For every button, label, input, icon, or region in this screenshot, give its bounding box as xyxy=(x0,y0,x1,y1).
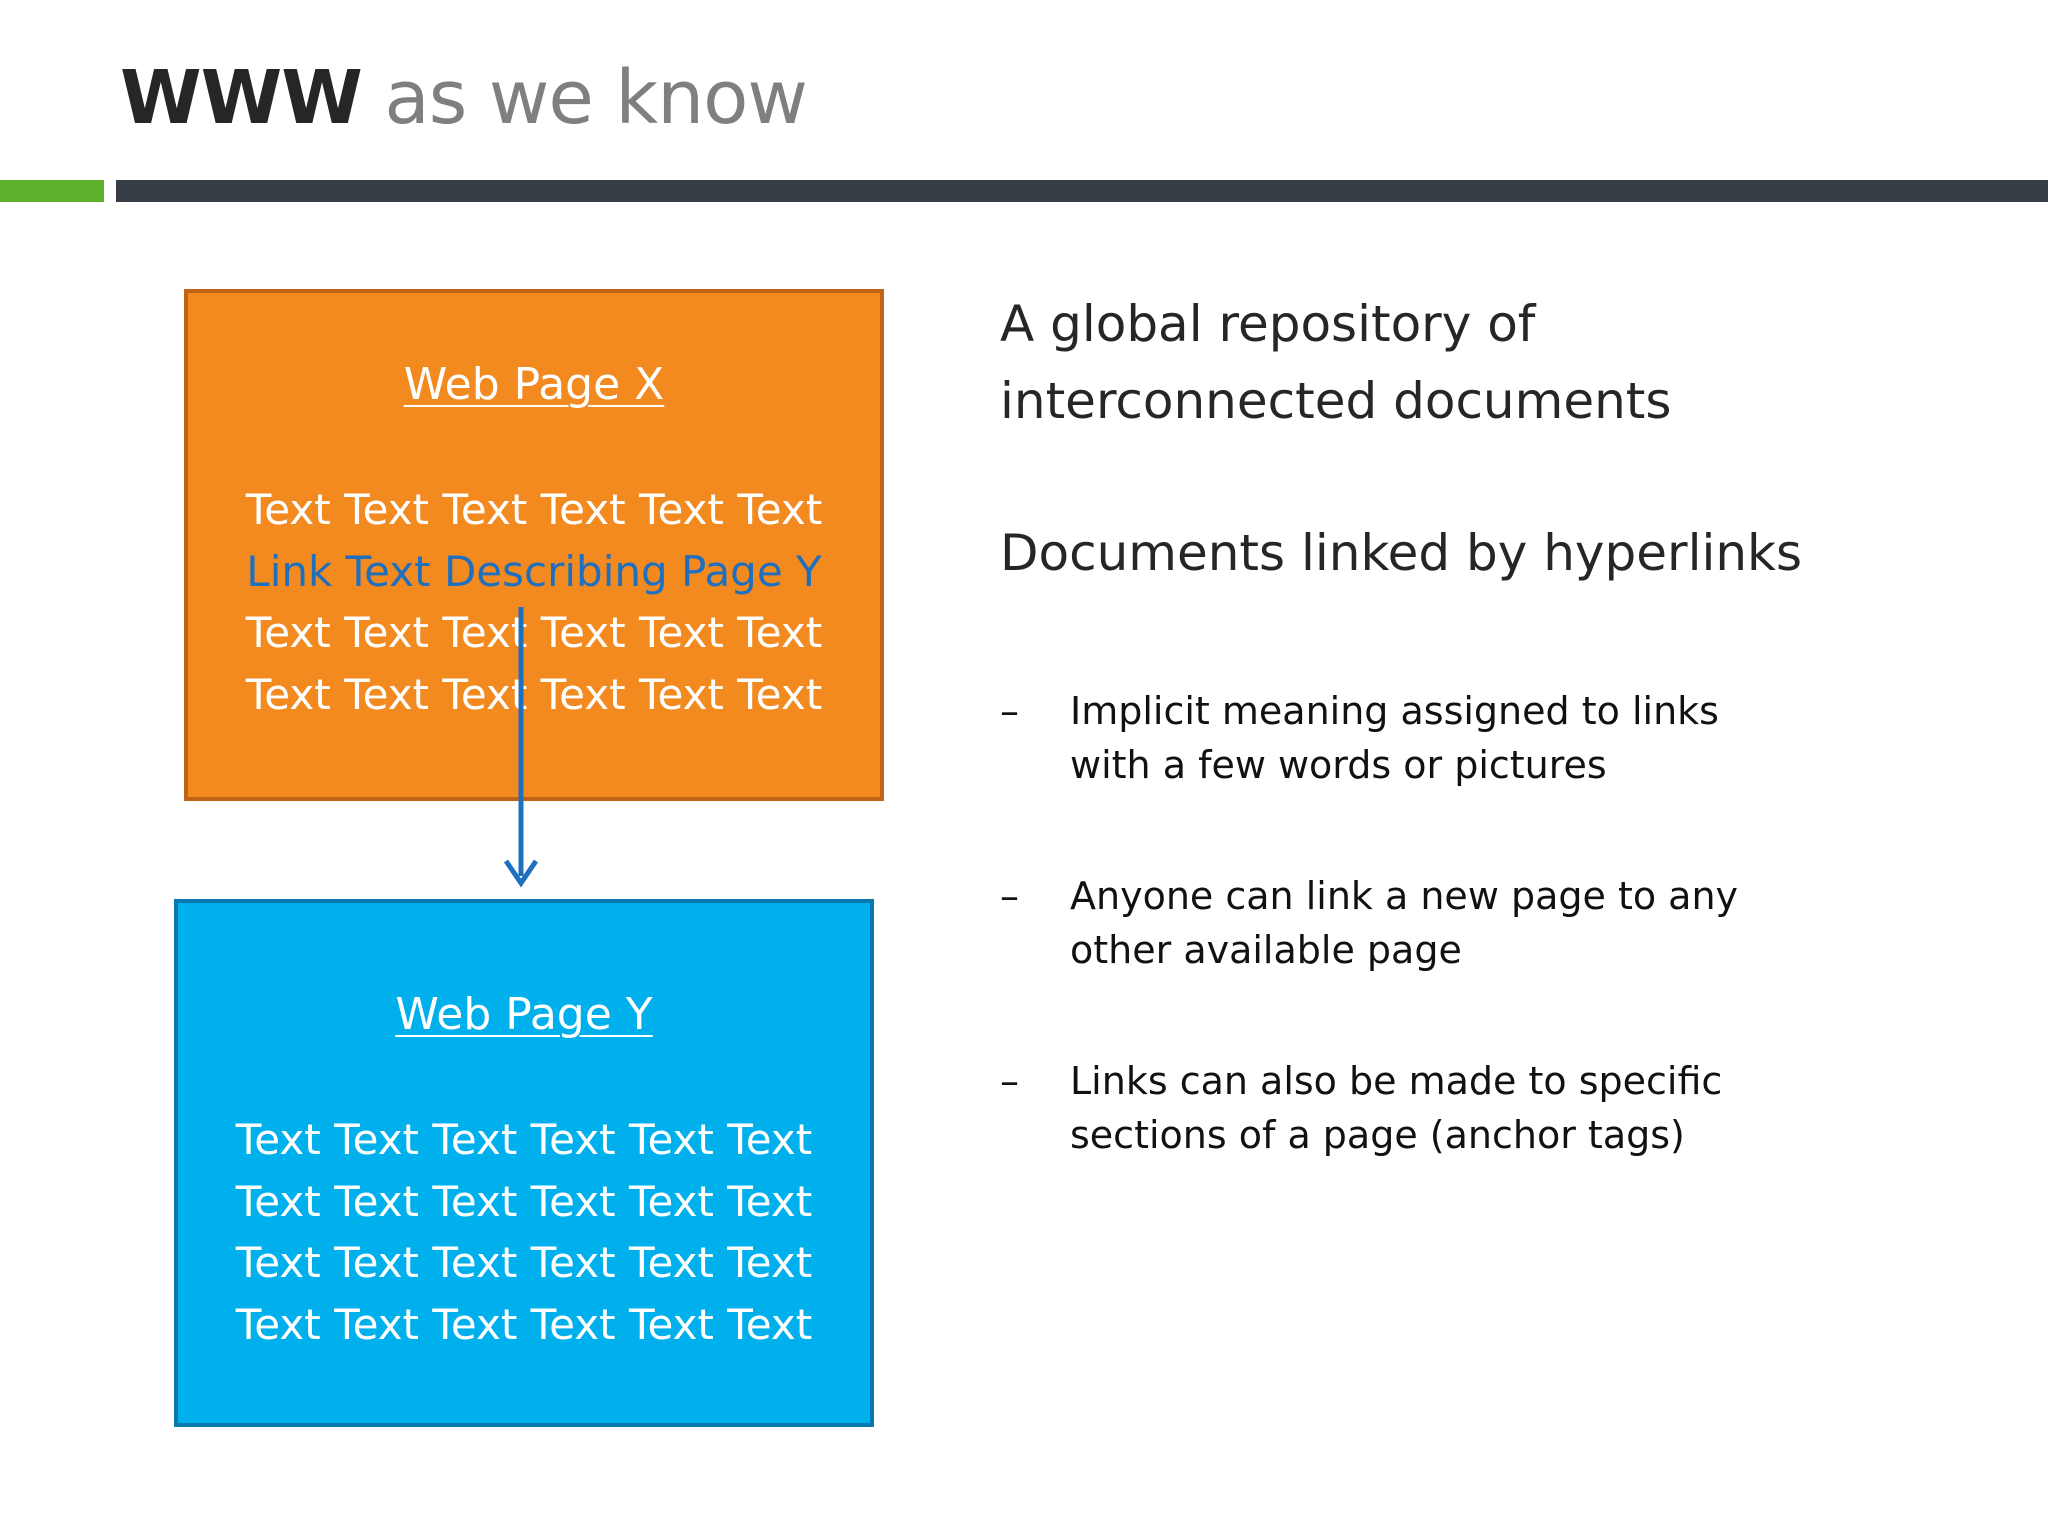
bullet-text: Links can also be made to specific sections of a page (anchor tags) xyxy=(1070,1059,1723,1157)
web-page-x-text-line: Text Text Text Text Text Text xyxy=(245,669,823,719)
web-page-y-text-line: Text Text Text Text Text Text xyxy=(235,1115,813,1164)
link-text-to-page-y[interactable]: Link Text Describing Page Y xyxy=(246,546,822,596)
web-page-y-text-line: Text Text Text Text Text Text xyxy=(235,1176,813,1226)
web-page-x-title: Web Page X xyxy=(403,359,665,410)
content-line: Documents linked by hyperlinks xyxy=(1000,524,1803,582)
dash-icon: – xyxy=(1000,874,1019,918)
bullet-text: Anyone can link a new page to any other available page xyxy=(1070,874,1739,972)
content-line: interconnected documents xyxy=(1000,372,1672,430)
web-page-x-text-line: Text Text Text Text Text Text xyxy=(245,608,823,657)
slide-title-light: as we know xyxy=(384,55,807,141)
bullet-text: Implicit meaning assigned to links with a few words or pictures xyxy=(1070,689,1719,787)
dash-icon: – xyxy=(1000,1059,1019,1103)
content-line: A global repository of xyxy=(1000,295,1536,353)
slide-title-strong: WWW xyxy=(120,55,362,141)
web-page-x-text-line: Text Text Text Text Text Text xyxy=(245,485,823,534)
web-page-y-text-line: Text Text Text Text Text Text xyxy=(235,1299,813,1349)
web-page-y-text-line: Text Text Text Text Text Text xyxy=(235,1238,813,1287)
dash-icon: – xyxy=(1000,689,1019,733)
web-page-y-title: Web Page Y xyxy=(395,989,653,1040)
